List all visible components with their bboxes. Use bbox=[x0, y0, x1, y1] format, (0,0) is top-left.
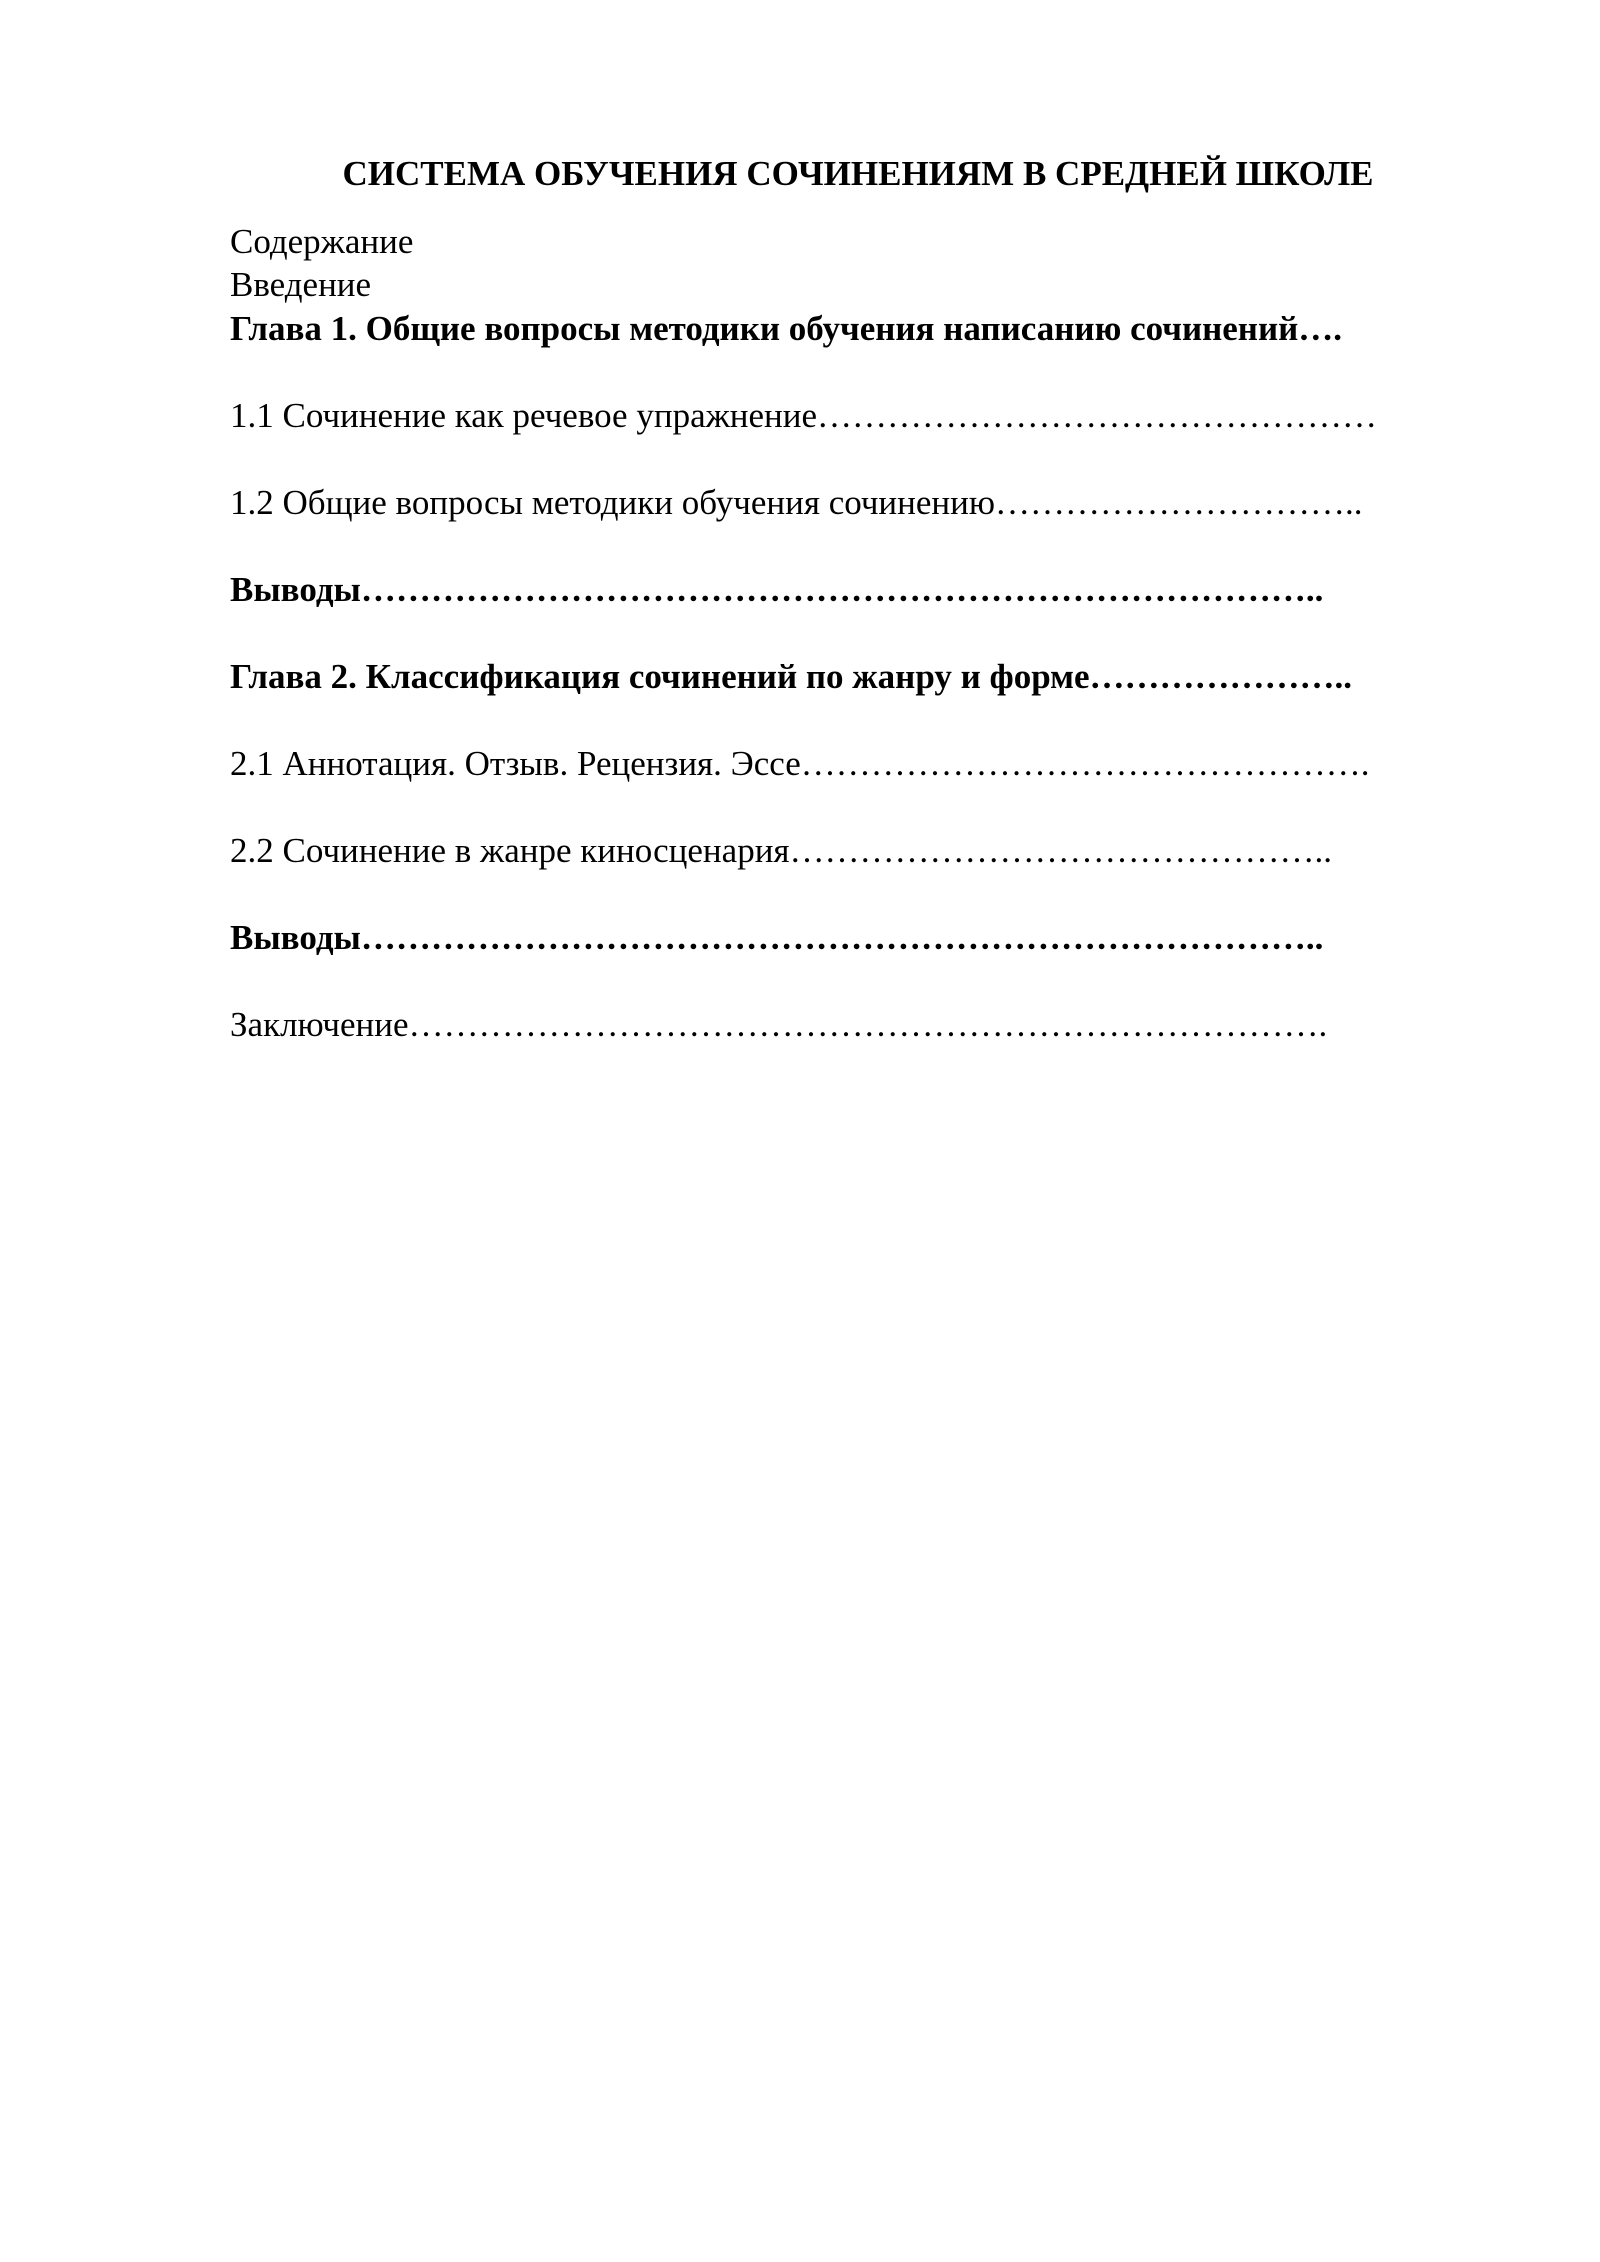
toc-item-section-2-1: 2.1 Аннотация. Отзыв. Рецензия. Эссе…………………………………………. bbox=[230, 744, 1370, 783]
toc-heading: Содержание bbox=[230, 222, 414, 261]
toc-item-section-2-2: 2.2 Сочинение в жанре киносценария……………………………………….. bbox=[230, 831, 1333, 870]
toc-item-conclusions-2: Выводы……………………………………………………………………….. bbox=[230, 918, 1324, 957]
toc-item-conclusion: Заключение……………………………………………………………………. bbox=[230, 1005, 1328, 1044]
toc-item-chapter-1: Глава 1. Общие вопросы методики обучения написанию сочинений…. bbox=[230, 309, 1343, 348]
toc-item-section-1-2: 1.2 Общие вопросы методики обучения сочинению………………………….. bbox=[230, 483, 1363, 522]
toc-item-section-1-1: 1.1 Сочинение как речевое упражнение………………………………………… bbox=[230, 396, 1378, 435]
document-title: СИСТЕМА ОБУЧЕНИЯ СОЧИНЕНИЯМ В СРЕДНЕЙ ШКОЛЕ bbox=[342, 154, 1374, 193]
toc-item-chapter-2: Глава 2. Классификация сочинений по жанру и форме………………….. bbox=[230, 657, 1353, 696]
toc-item-conclusions-1: Выводы……………………………………………………………………….. bbox=[230, 570, 1324, 609]
toc-item-introduction: Введение bbox=[230, 265, 372, 304]
